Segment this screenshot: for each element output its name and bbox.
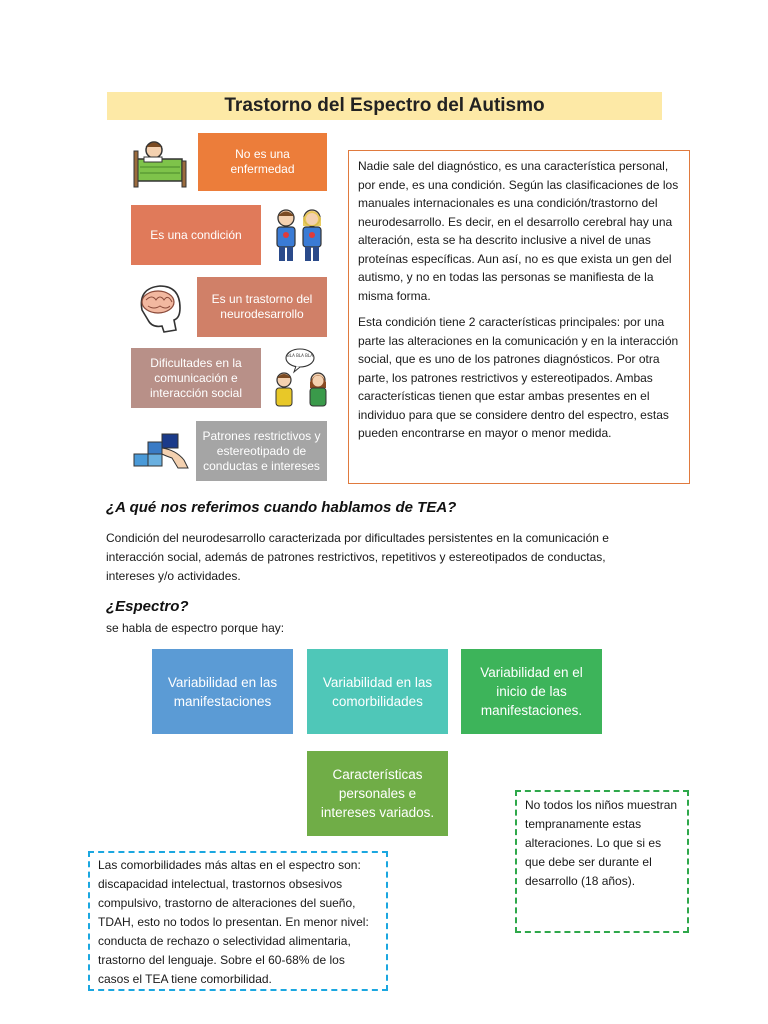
comorbidities-note: Las comorbilidades más altas en el espectro son: discapacidad intelectual, trastornos obsesivos compulsivo, trastorno de alteraciones del sueño, TDAH, esto no todos lo presentan. En menor nivel: conducta de rechazo o selectividad alimentaria, trastorno del lenguaje. Sobre el 60-68% de los casos el TEA tiene comorbilidad. (88, 851, 388, 991)
variability-caracteristicas: Características personales e intereses variados. (307, 751, 448, 836)
speech-bubble-text: BLA BLA BLA (287, 353, 313, 358)
children-talking-icon (270, 346, 332, 410)
stacking-blocks-icon (132, 424, 190, 474)
description-box (348, 150, 690, 484)
children-note: No todos los niños muestran tempranamente estas alteraciones. Lo que si es que debe ser durante el desarrollo (18 años). (515, 790, 689, 933)
section-espectro-heading: ¿Espectro? (106, 598, 189, 615)
box-trastorno: Es un trastorno del neurodesarrollo (197, 277, 327, 337)
variability-manifestaciones: Variabilidad en las manifestaciones (152, 649, 293, 734)
description-paragraph-1: Nadie sale del diagnóstico, es una característica personal, por ende, es una condición. Según las clasificaciones de los manuales internacionales es una condición/trastorno del neurodesarrollo. Es decir, en el desarrollo cerebral hay una alteración, esta se ha descrito inclusive a nivel de unas proteínas específicas. Aun así, no es que exista un gen del autismo, y no en todas las personas se manifiesta de la misma forma. (358, 159, 679, 303)
brain-head-icon (134, 280, 186, 336)
description-paragraph-2: Esta condición tiene 2 características principales: por una parte las alteraciones en la comunicación y en la interacción social, que es uno de los patrones diagnósticos. Por otra parte, los patrones restrictivos y estereotipados. Ambas características tienen que estar ambas presentes en el individuo para que se considere dentro del espectro, estas pueden encontrarse en mayor o menor medida. (358, 315, 679, 440)
variability-inicio: Variabilidad en el inicio de las manifestaciones. (461, 649, 602, 734)
children-icon (268, 204, 330, 266)
section-tea-text: Condición del neurodesarrollo caracterizada por dificultades persistentes en la comunicación e interacción social, además de patrones restrictivos, repetitivos y estereotipados de conductas, intereses y/o actividades. (106, 531, 609, 583)
box-no-enfermedad: No es una enfermedad (198, 133, 327, 191)
box-dificultades: Dificultades en la comunicación e interacción social (131, 348, 261, 408)
page-title: Trastorno del Espectro del Autismo (107, 92, 662, 120)
section-tea-heading: ¿A qué nos referimos cuando hablamos de TEA? (106, 499, 457, 516)
section-espectro-intro: se habla de espectro porque hay: (106, 621, 285, 635)
box-patrones: Patrones restrictivos y estereotipado de conductas e intereses (196, 421, 327, 481)
box-condicion: Es una condición (131, 205, 261, 265)
variability-comorbilidades: Variabilidad en las comorbilidades (307, 649, 448, 734)
child-in-bed-icon (130, 135, 190, 191)
